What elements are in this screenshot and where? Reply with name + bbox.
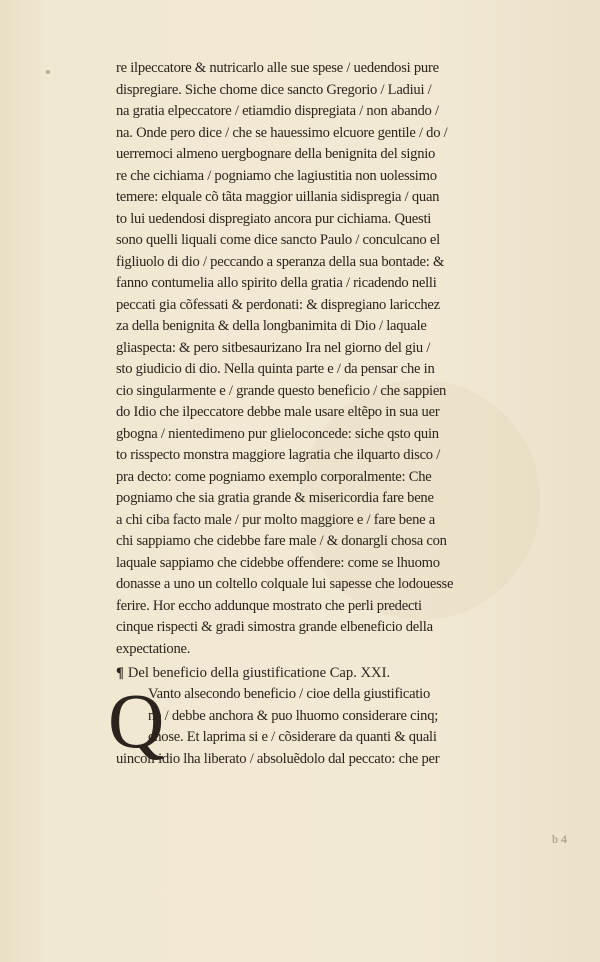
text-line: to lui uedendosi dispregiato ancora pur cichiama. Questi xyxy=(116,210,432,227)
text-line: expectatione. xyxy=(116,640,191,657)
chapter-heading xyxy=(116,662,546,684)
text-line: do Idio che ilpeccatore debbe male usare eltẽpo in sua uer xyxy=(116,404,440,420)
text-line: cinque rispecti & gradi simostra grande elbeneficio della xyxy=(116,619,433,635)
text-line: na gratia elpeccatore / etiamdio dispregiata / non abando / xyxy=(116,103,439,119)
chapter-title: Del beneficio della giustificatione Cap. XXI. xyxy=(127,665,391,681)
text-line: laquale sappiamo che cidebbe offendere: come se lhuomo xyxy=(116,554,440,571)
text-line: to risspecto monstra maggiore lagratia che ilquarto disco / xyxy=(116,447,441,463)
text-line: re ilpeccatore & nutricarlo alle sue spese / uedendosi pure xyxy=(116,60,439,76)
text-line: fanno contumelia allo spirito della gratia / ricadendo nelli xyxy=(116,275,437,291)
text-line: gbogna / nientedimeno pur glieloconcede: siche qsto quin xyxy=(116,425,439,442)
margin-mark xyxy=(46,70,50,74)
text-line: chose. Et laprima si e / cõsiderare da quanti & quali xyxy=(148,729,437,745)
text-line: re che cichiama / pogniamo che lagiustitia non uolessimo xyxy=(116,167,437,184)
text-line: pogniamo che sia gratia grande & misericordia fare bene xyxy=(116,490,434,506)
text-line: figliuolo di dio / peccando a speranza della sua bontade: & xyxy=(116,253,445,270)
text-line: pra decto: come pogniamo exemplo corporalmente: Che xyxy=(116,468,432,485)
text-line: uerremoci almeno uergbognare della benignita del signio xyxy=(116,146,436,162)
signature-mark: b 4 xyxy=(552,832,567,846)
text-line: sto giudicio di dio. Nella quinta parte e / da pensar che in xyxy=(116,361,435,377)
text-line: na. Onde pero dice / che se hauessimo elcuore gentile / do / xyxy=(116,124,448,141)
text-line: a chi ciba facto male / pur molto maggiore e / fare bene a xyxy=(116,511,435,528)
chapter-opening xyxy=(108,677,546,770)
text-line: ferire. Hor eccho addunque mostrato che perli predecti xyxy=(116,597,422,614)
text-line: gliaspecta: & pero sitbesaurizano Ira nel giorno del giu / xyxy=(116,339,431,356)
text-line: temere: elquale cõ tãta maggior uillania sidispregia / quan xyxy=(116,189,440,205)
main-text-block xyxy=(108,58,546,770)
text-line: sono quelli liquali come dice sancto Paulo / conculcano el xyxy=(116,232,440,248)
text-line: chi sappiamo che cidebbe fare male / & donargli chosa con xyxy=(116,533,447,549)
text-line: ne / debbe anchora & puo lhuomo considerare cinq; xyxy=(148,707,439,724)
text-line: dispregiare. Siche chome dice sancto Gregorio / Ladiui / xyxy=(116,81,432,98)
text-line: cio singularmente e / grande questo beneficio / che sappien xyxy=(116,382,447,399)
pilcrow-icon: ¶ xyxy=(116,665,124,681)
text-line: uincoli idio lha liberato / absoluẽdolo dal peccato: che per xyxy=(116,750,440,767)
text-line: Vanto alsecondo beneficio / cioe della giustificatio xyxy=(148,686,431,702)
text-line: donasse a uno un coltello colquale lui sapesse che lodouesse xyxy=(116,576,454,592)
text-line: za della benignita & della longbanimita di Dio / laquale xyxy=(116,318,427,334)
drop-cap-initial: Q xyxy=(108,677,165,764)
text-line: peccati gia cõfessati & perdonati: & dispregiano laricchez xyxy=(116,296,440,313)
